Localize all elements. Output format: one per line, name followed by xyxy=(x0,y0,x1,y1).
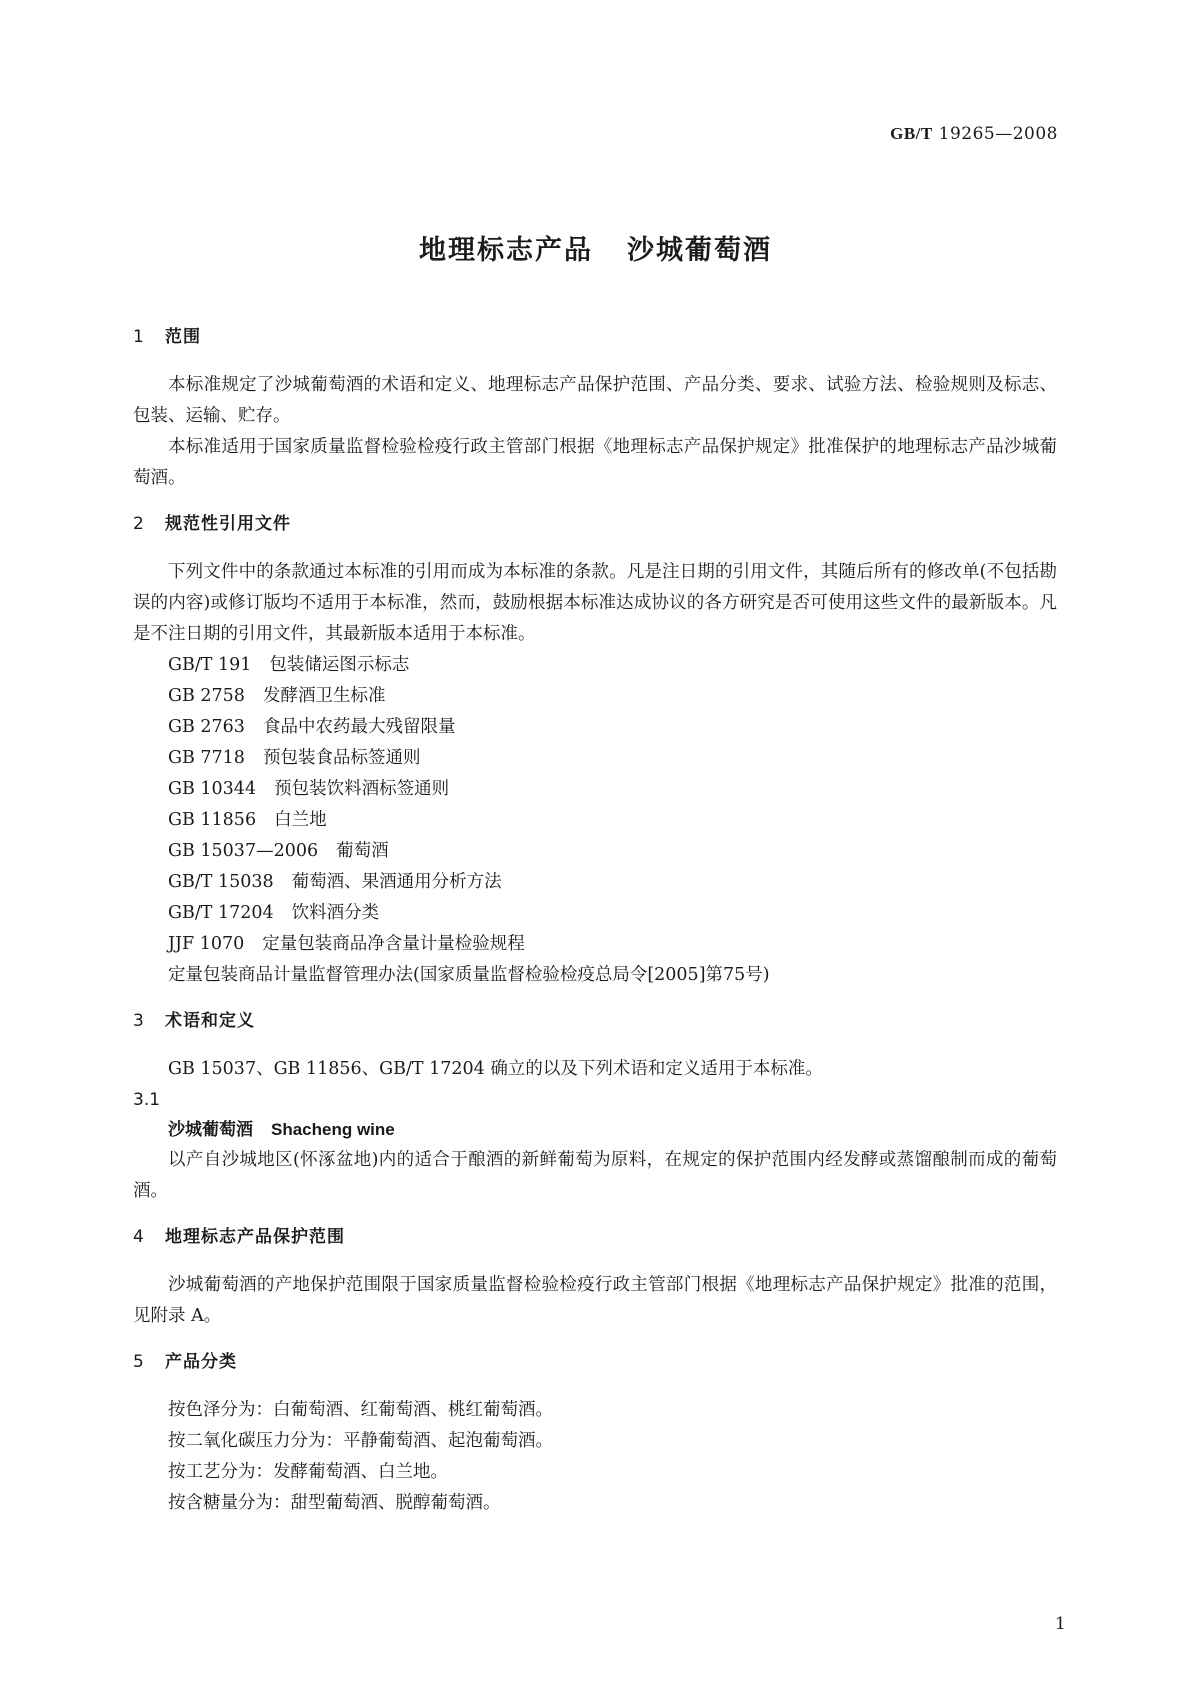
section-number: 1 xyxy=(133,327,145,347)
reference-name: 定量包装商品净含量计量检验规程 xyxy=(262,934,525,954)
reference-name: 发酵酒卫生标准 xyxy=(262,686,386,706)
title-part-2: 沙城葡萄酒 xyxy=(627,235,772,266)
section-number: 3 xyxy=(133,1011,145,1031)
term-english: Shacheng wine xyxy=(271,1120,395,1139)
section-2-heading xyxy=(133,509,1057,539)
paragraph: 沙城葡萄酒的产地保护范围限于国家质量监督检验检疫行政主管部门根据《地理标志产品保护规定》批准的范围，见附录 A。 xyxy=(133,1275,1057,1326)
reference-name: 包装储运图示标志 xyxy=(269,655,410,675)
paragraph: GB 15037、GB 11856、GB/T 17204 确立的以及下列术语和定义适用于本标准。 xyxy=(168,1059,823,1079)
reference-name: 白兰地 xyxy=(274,810,327,830)
reference-name: 饮料酒分类 xyxy=(291,903,380,923)
section-title: 范围 xyxy=(165,327,201,347)
classification-item: 按色泽分为：白葡萄酒、红葡萄酒、桃红葡萄酒。 xyxy=(168,1400,553,1420)
reference-name: 葡萄酒 xyxy=(336,841,389,861)
reference-name: 预包装食品标签通则 xyxy=(262,748,421,768)
reference-code: GB 7718 xyxy=(168,748,245,768)
section-4-heading xyxy=(133,1222,1057,1252)
reference-code: GB 15037—2006 xyxy=(168,841,319,861)
subsection-number: 3.1 xyxy=(133,1090,161,1110)
reference-code: GB/T 17204 xyxy=(168,903,274,923)
reference-item xyxy=(133,805,1057,836)
paragraph: 下列文件中的条款通过本标准的引用而成为本标准的条款。凡是注日期的引用文件，其随后所有的修改单(不包括勘误的内容)或修订版均不适用于本标准，然而，鼓励根据本标准达成协议的各方研究是否可使用这些文件的最新版本。凡是不注日期的引用文件，其最新版本适用于本标准。 xyxy=(133,562,1057,644)
reference-item xyxy=(133,743,1057,774)
classification-item: 按二氧化碳压力分为：平静葡萄酒、起泡葡萄酒。 xyxy=(168,1431,553,1451)
reference-item xyxy=(133,898,1057,929)
term-entry xyxy=(133,1115,1057,1145)
term-definition: 以产自沙城地区(怀涿盆地)内的适合于酿酒的新鲜葡萄为原料，在规定的保护范围内经发酵或蒸馏酿制而成的葡萄酒。 xyxy=(133,1150,1057,1201)
paragraph: 本标准适用于国家质量监督检验检疫行政主管部门根据《地理标志产品保护规定》批准保护的地理标志产品沙城葡萄酒。 xyxy=(133,437,1057,488)
reference-name: 葡萄酒、果酒通用分析方法 xyxy=(291,872,502,892)
standard-code-number: 19265—2008 xyxy=(938,124,1058,144)
reference-item xyxy=(133,867,1057,898)
section-number: 2 xyxy=(133,514,145,534)
reference-code: GB 10344 xyxy=(168,779,257,799)
title-part-1: 地理标志产品 xyxy=(419,235,593,266)
section-title: 地理标志产品保护范围 xyxy=(165,1227,345,1247)
reference-name: 食品中农药最大残留限量 xyxy=(262,717,456,737)
reference-item xyxy=(133,836,1057,867)
reference-item xyxy=(133,774,1057,805)
section-number: 4 xyxy=(133,1227,145,1247)
reference-code: GB/T 191 xyxy=(168,655,252,675)
paragraph: 本标准规定了沙城葡萄酒的术语和定义、地理标志产品保护范围、产品分类、要求、试验方法、检验规则及标志、包装、运输、贮存。 xyxy=(133,375,1057,426)
reference-name: 预包装饮料酒标签通则 xyxy=(274,779,450,799)
section-number: 5 xyxy=(133,1352,145,1372)
reference-item-regulation: 定量包装商品计量监督管理办法(国家质量监督检验检疫总局令[2005]第75号) xyxy=(168,965,770,985)
classification-item: 按含糖量分为：甜型葡萄酒、脱醇葡萄酒。 xyxy=(168,1493,501,1513)
standard-code-prefix: GB/T xyxy=(890,124,933,143)
reference-item xyxy=(133,650,1057,681)
section-title: 规范性引用文件 xyxy=(165,514,291,534)
section-3-heading xyxy=(133,1006,1057,1036)
section-1-heading xyxy=(133,322,1057,352)
reference-code: JJF 1070 xyxy=(168,934,245,954)
reference-code: GB 2763 xyxy=(168,717,245,737)
reference-code: GB 11856 xyxy=(168,810,257,830)
reference-item xyxy=(133,929,1057,960)
section-5-heading xyxy=(133,1347,1057,1377)
standard-code xyxy=(890,124,1058,144)
reference-item xyxy=(133,712,1057,743)
page-number: 1 xyxy=(1055,1614,1066,1634)
reference-item xyxy=(133,681,1057,712)
section-title: 产品分类 xyxy=(165,1352,237,1372)
reference-code: GB/T 15038 xyxy=(168,872,274,892)
document-title xyxy=(0,228,1191,267)
term-chinese: 沙城葡萄酒 xyxy=(168,1120,253,1140)
section-title: 术语和定义 xyxy=(165,1011,255,1031)
reference-code: GB 2758 xyxy=(168,686,245,706)
document-body xyxy=(133,322,1057,1519)
classification-item: 按工艺分为：发酵葡萄酒、白兰地。 xyxy=(168,1462,448,1482)
